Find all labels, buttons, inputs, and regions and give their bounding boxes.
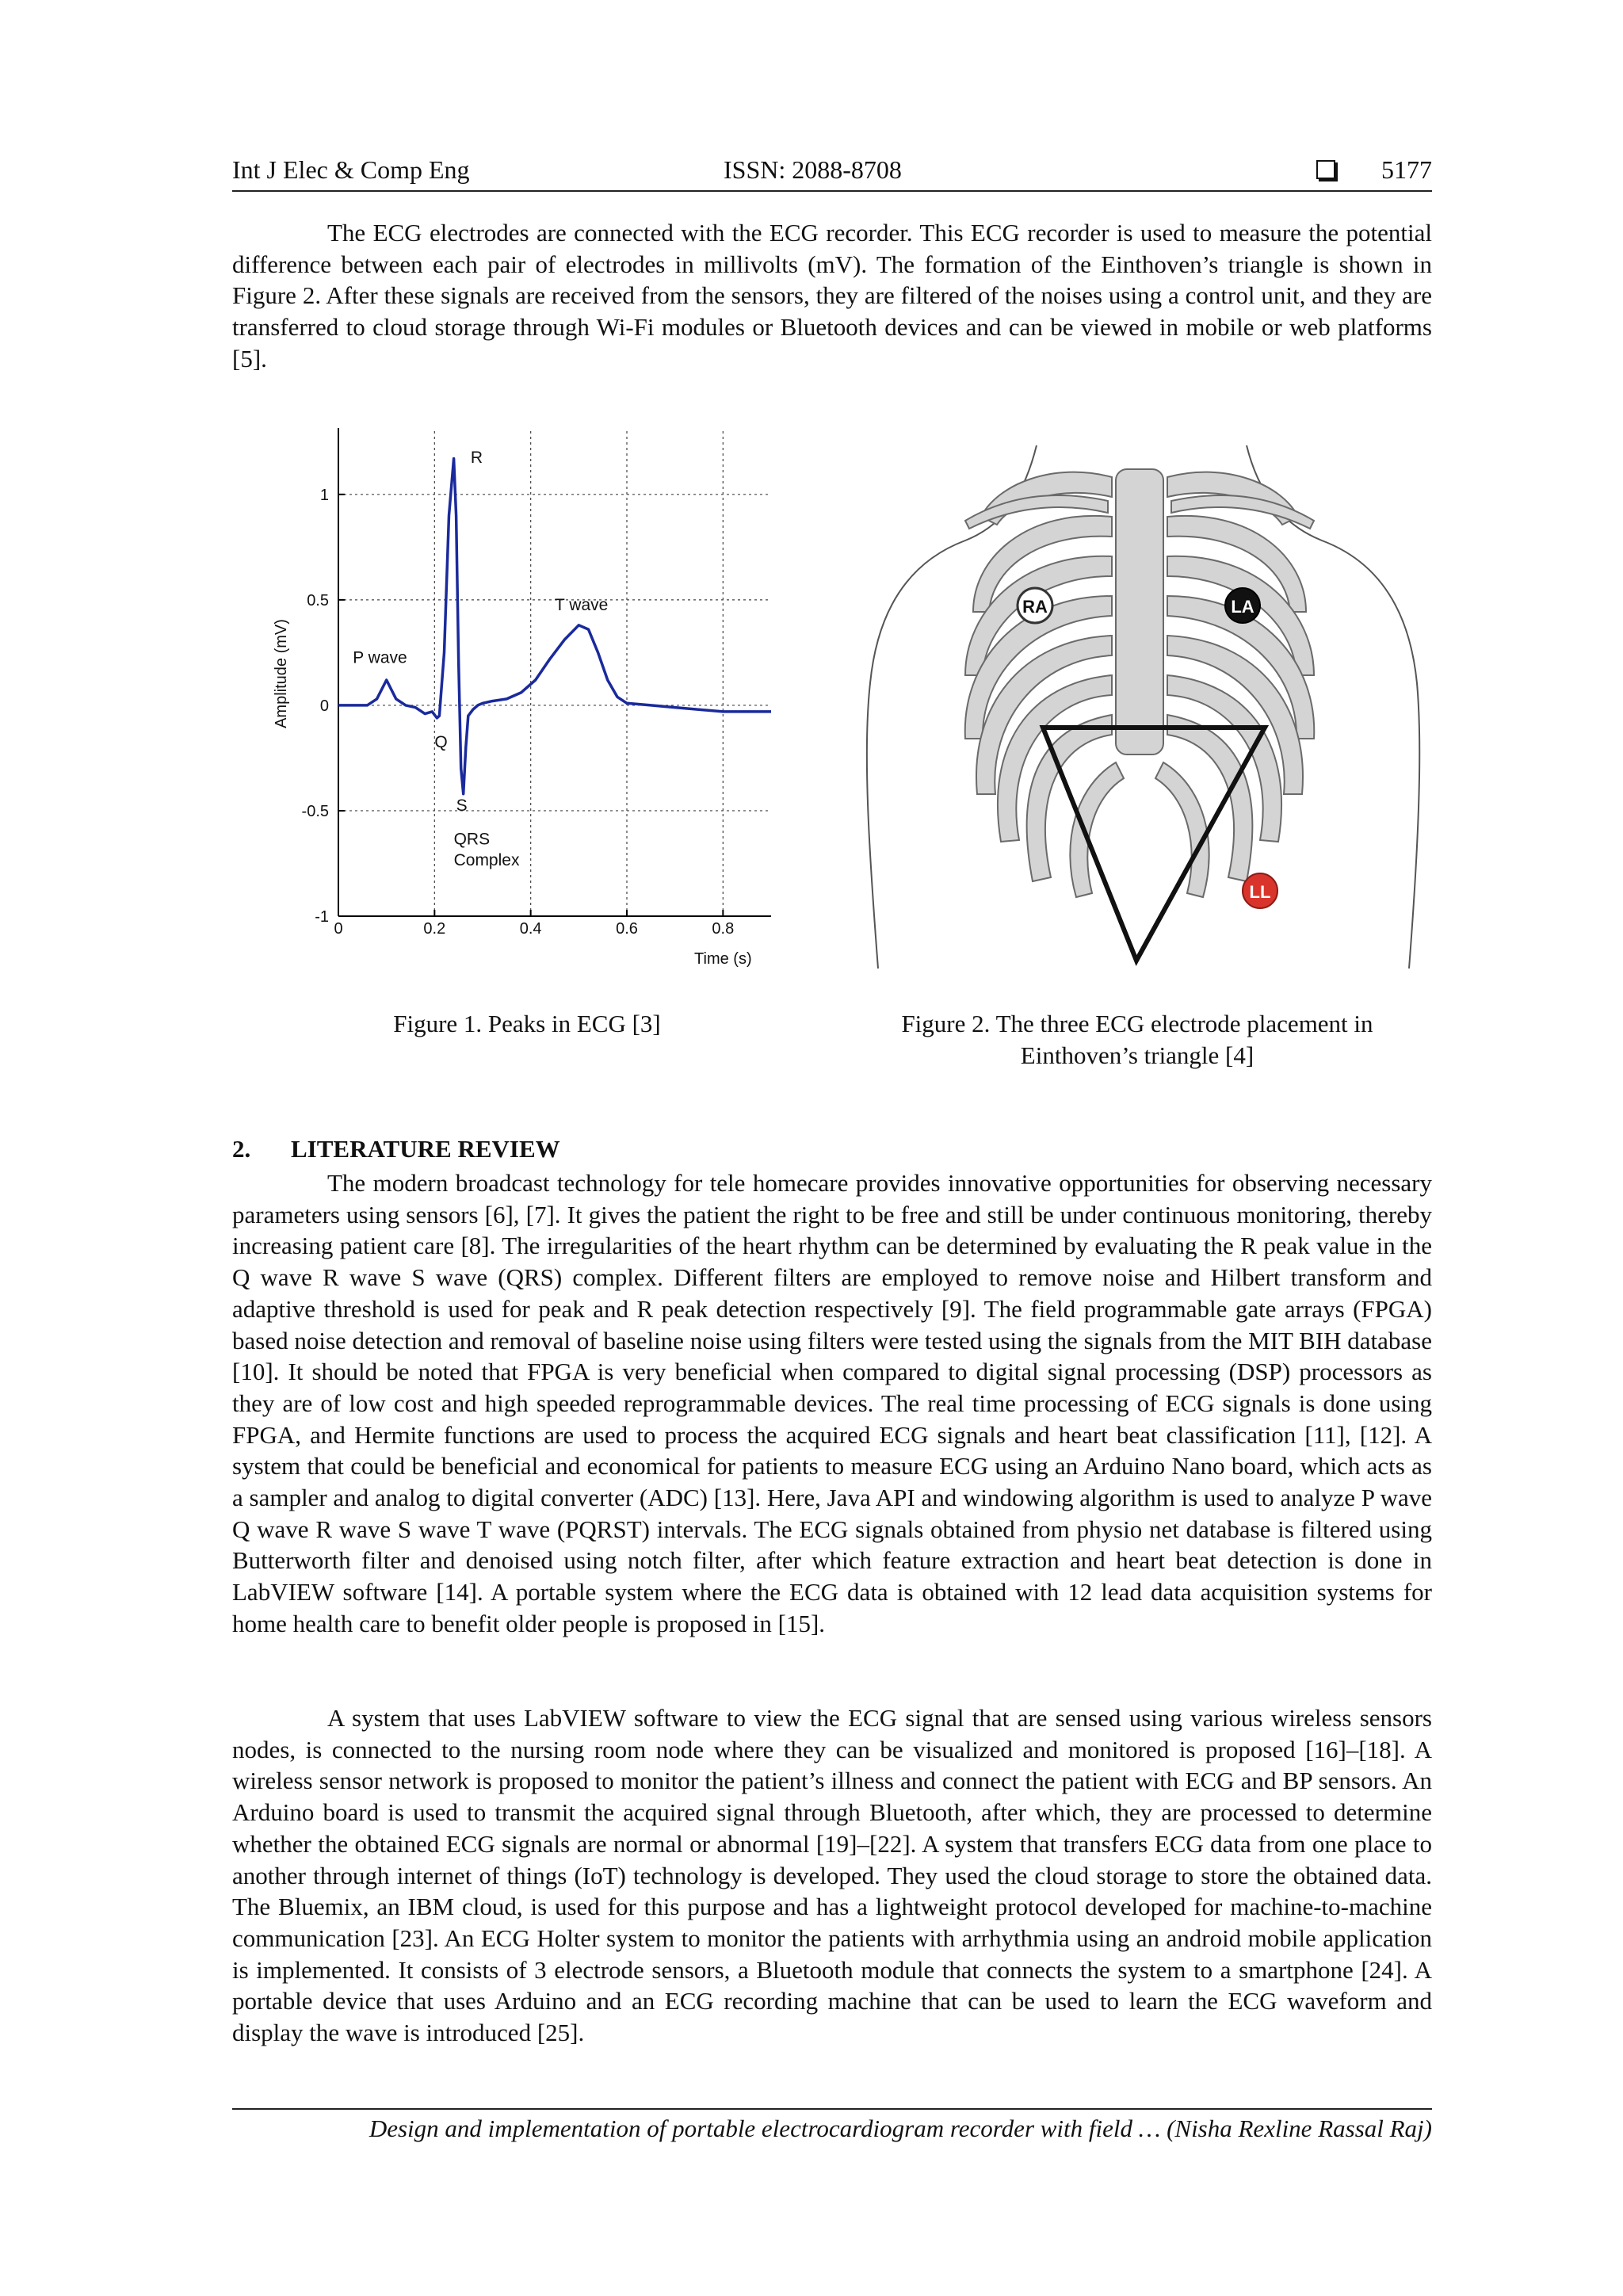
electrode-ra — [1018, 588, 1052, 623]
section-number: 2. — [232, 1135, 251, 1163]
electrode-ll-label: LL — [1249, 882, 1271, 902]
page-number: 5177 — [1381, 155, 1432, 184]
literature-paragraph-1-text: The modern broadcast technology for tele homecare provides innovative opportunities for observing necessary parameters using sensors [6], [7]. It gives the patient the right to be free and still be under continuous monitoring, thereby increasing patient care [8]. The irregularities of the heart rhythm can be determined by evaluating the R peak value in the Q wave R wave S wave (QRS) complex. Different filters are employed to remove noise and Hilbert transform and adaptive threshold is used for peak and R peak detection respectively [9]. The field programmable gate arrays (FPGA) based noise detection and removal of baseline noise using filters were tested using the signals from the MIT BIH database [10]. It should be noted that FPGA is very beneficial when compared to digital signal processing (DSP) processors as they are of low cost and high speeded reprogrammable devices. The real time processing of ECG signals is done using FPGA, and Hermite functions are used to process the acquired ECG signals and heart beat classification [11], [12]. A system that could be beneficial and economical for patients to measure ECG using an Arduino Nano board, which acts as a sampler and analog to digital converter (ADC) [13]. Here, Java API and windowing algorithm is used to analyze P wave Q wave R wave S wave T wave (PQRST) intervals. The ECG signals obtained from physio net database is filtered using Butterworth filter and denoised using notch filter, after which feature extraction and heart beat detection is done in LabVIEW software [14]. A portable system where the ECG data is obtained with 12 lead data acquisition systems for home health care to benefit older people is proposed in [15]. — [232, 1169, 1432, 1637]
figure2-caption-line2: Einthoven’s triangle [4] — [1020, 1041, 1254, 1069]
issn: ISSN: 2088-8708 — [724, 155, 902, 184]
electrode-ra-label: RA — [1022, 597, 1048, 617]
annotation-label: Q — [434, 733, 448, 752]
annotation-label: R — [470, 448, 483, 467]
y-tick-label: 0.5 — [307, 591, 329, 609]
x-axis-label: Time (s) — [694, 950, 752, 968]
figure1-caption: Figure 1. Peaks in ECG [3] — [393, 1010, 661, 1037]
x-tick-label: 0.2 — [423, 920, 446, 938]
y-tick-label: -0.5 — [301, 802, 329, 820]
page-footer — [232, 2108, 1432, 2145]
ecg-peaks-chart — [272, 422, 779, 976]
ecg-series-line — [338, 459, 771, 794]
running-title: Design and implementation of portable electrocardiogram recorder with field … (Nisha Rexline Rassal Raj) — [369, 2115, 1432, 2142]
annotation-label: Complex — [453, 851, 520, 870]
x-tick-label: 0.8 — [712, 920, 735, 938]
section-heading — [232, 1135, 560, 1163]
y-tick-label: 1 — [319, 486, 329, 504]
journal-name: Int J Elec & Comp Eng — [232, 155, 470, 184]
electrode-ll — [1243, 873, 1277, 908]
annotation-label: S — [456, 796, 468, 815]
figure2-caption — [832, 1008, 1442, 1072]
electrode-la-label: LA — [1231, 597, 1254, 617]
annotation-label: QRS — [453, 830, 491, 849]
page-header — [232, 155, 1432, 192]
x-tick-label: 0.6 — [616, 920, 638, 938]
annotation-label: P wave — [353, 648, 407, 667]
y-axis-label: Amplitude (mV) — [273, 619, 290, 728]
section-title: LITERATURE REVIEW — [291, 1135, 560, 1163]
square-box-icon — [1316, 160, 1335, 179]
intro-paragraph — [232, 217, 1432, 375]
annotation-label: T wave — [555, 596, 609, 615]
x-tick-label: 0.4 — [519, 920, 542, 938]
literature-paragraph-2-text: A system that uses LabVIEW software to view the ECG signal that are sensed using various wireless sensors nodes, is connected to the nursing room node where they can be visualized and monitored is proposed [16]–[18]. A wireless sensor network is proposed to monitor the patient’s illness and connect the patient with ECG and BP sensors. An Arduino board is used to transmit the acquired signal through Bluetooth, after which, they are processed to determine whether the obtained ECG signals are normal or abnormal [19]–[22]. A system that transfers ECG data from one place to another through internet of things (IoT) technology is developed. They used the cloud storage to store the obtained data. The Bluemix, an IBM cloud, is used for this purpose and has a lightweight protocol developed for machine-to-machine communication [23]. An ECG Holter system to monitor the patients with arrhythmia using an android mobile application is implemented. It consists of 3 electrode sensors, a Bluetooth module that connects the system to a smartphone [24]. A portable device that uses Arduino and an ECG recording machine that can be used to learn the ECG waveform and display the wave is introduced [25]. — [232, 1704, 1432, 2047]
page-number-group — [1316, 155, 1432, 185]
einthoven-triangle-illustration — [846, 422, 1431, 976]
y-tick-label: -1 — [315, 908, 329, 926]
literature-paragraph-2 — [232, 1702, 1432, 2049]
intro-paragraph-text: The ECG electrodes are connected with the ECG recorder. This ECG recorder is used to measure the potential difference between each pair of electrodes in millivolts (mV). The formation of the Einthoven’s triangle is shown in Figure 2. After these signals are received from the sensors, they are filtered of the noises using a control unit, and they are transferred to cloud storage through Wi-Fi modules or Bluetooth devices and can be viewed in mobile or web platforms [5]. — [232, 219, 1432, 372]
electrode-la — [1225, 588, 1260, 623]
literature-paragraph-1 — [232, 1167, 1432, 1640]
y-tick-label: 0 — [319, 697, 329, 715]
x-tick-label: 0 — [334, 920, 343, 938]
figure2-caption-line1: Figure 2. The three ECG electrode placement in — [901, 1010, 1373, 1037]
